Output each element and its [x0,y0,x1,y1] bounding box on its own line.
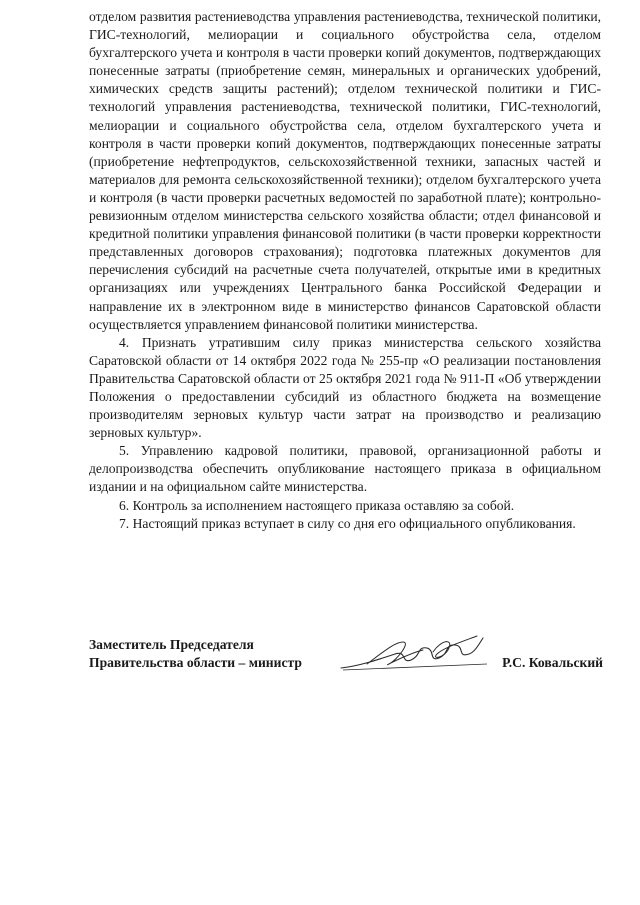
paragraph-item-4: 4. Признать утратившим силу приказ министерства сельского хозяйства Саратовской области от 14 октября 2022 года № 255-пр «О реализации постановления Правительства Саратовской области от 25 октября 2021 года № 911-П «Об утверждении Положения о предоставлении субсидий из областного бюджета на возмещение производителям зерновых культур части затрат на производство и реализацию зерновых культур». [89,334,601,441]
signatory-title-line1: Заместитель Председателя [89,637,254,652]
paragraph-item-6: 6. Контроль за исполнением настоящего приказа оставляю за собой. [119,497,515,513]
signatory-name: Р.С. Ковальский [502,655,603,670]
document-body [89,8,601,533]
signature-block [89,636,603,680]
paragraph-continuation: отделом развития растениеводства управления растениеводства, технической политики, ГИС-технологий, мелиорации и социального обустройства села, отделом бухгалтерского учета и контроля в части проверки копий документов, подтверждающих понесенные затраты (приобретение семян, минеральных и органических удобрений, химических средств защиты растений); отделом технической политики и ГИС-технологий управления растениеводства, технической политики, ГИС-технологий, мелиорации и социального обустройства села, отделом бухгалтерского учета и контроля в части проверки копий документов, подтверждающих понесенные затраты (приобретение нефтепродуктов, сельскохозяйственной техники, запасных частей и материалов для ремонта сельскохозяйственной техники); отделом бухгалтерского учета и контроля (в части проверки расчетных ведомостей по заработной плате); контрольно-ревизионным отделом министерства сельского хозяйства области; отдел финансовой и кредитной политики управления финансовой политики (в части проверки корректности представленных договоров страхования); подготовка платежных документов для перечисления субсидий на расчетные счета получателей, открытые ими в кредитных организациях или учреждениях Центрального банка Российской Федерации и направление их в электронном виде в министерство финансов Саратовской области осуществляется управлением финансовой политики министерства. [89,9,601,332]
handwritten-signature [337,630,487,674]
paragraph-item-7: 7. Настоящий приказ вступает в силу со дня его официального опубликования. [119,515,576,531]
paragraph-item-5: 5. Управлению кадровой политики, правовой, организационной работы и делопроизводства обеспечить опубликование настоящего приказа в официальном издании и на официальном сайте министерства. [89,443,601,495]
signatory-title-line2: Правительства области – министр [89,655,302,670]
